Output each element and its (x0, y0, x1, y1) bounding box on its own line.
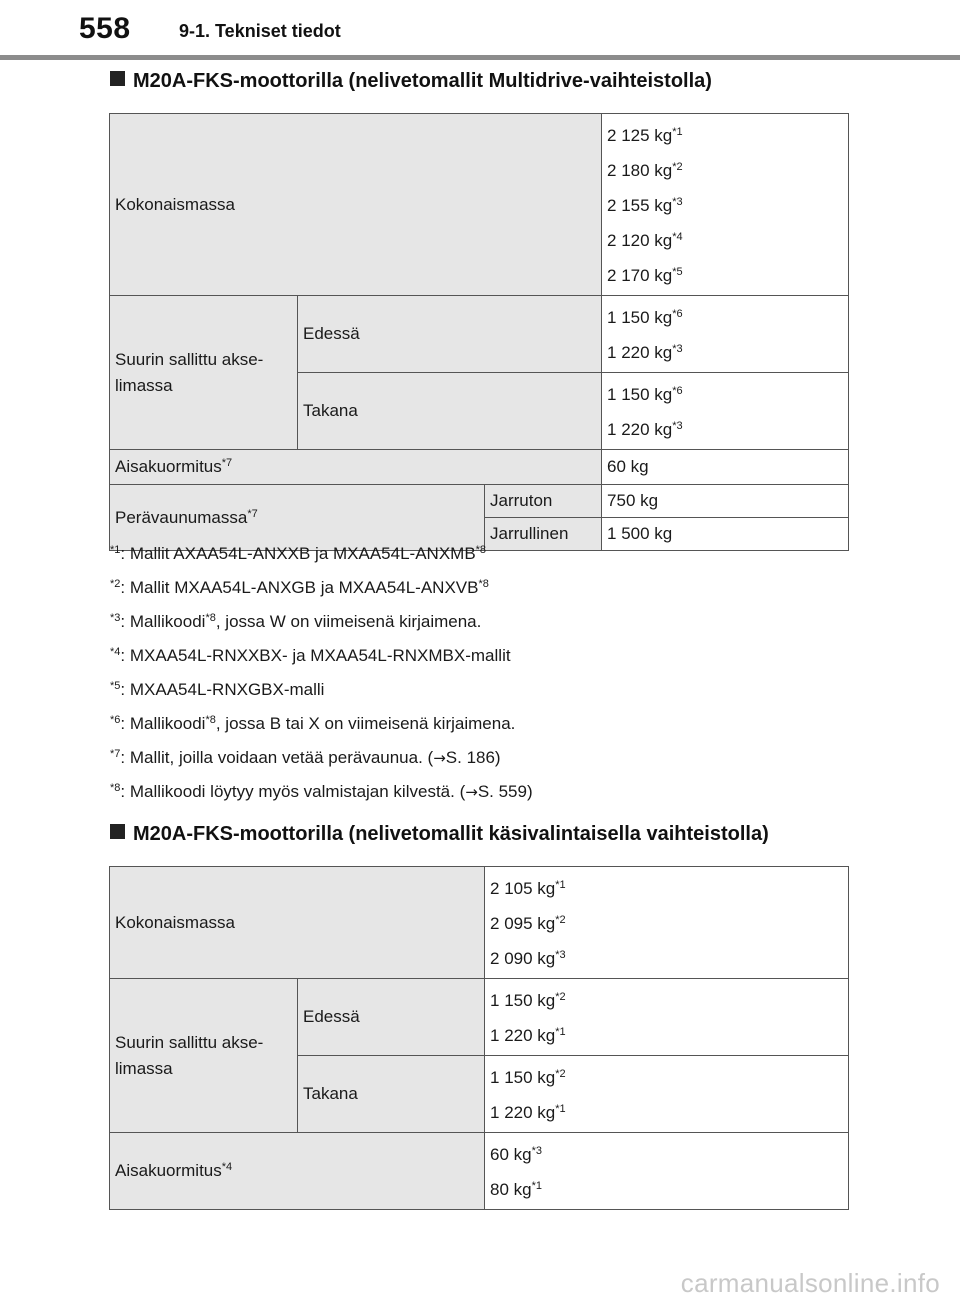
square-bullet-icon (110, 71, 125, 86)
table-row (110, 450, 849, 485)
axle-mass-label: Suurin sallittu akse-limassa (110, 979, 298, 1133)
footnote: $^{*5}$: MXAA54L-RNXGBX-malli (110, 680, 325, 699)
page-header (0, 0, 960, 64)
front-values (602, 296, 849, 373)
rear-values (485, 1056, 849, 1133)
page-number: 558 (79, 12, 131, 45)
value-line: 1 220 $kg^{*3}$ (607, 343, 683, 362)
value-line: 2 090 $kg^{*3}$ (490, 949, 566, 968)
total-mass-values (602, 114, 849, 296)
right-arrow-icon: → (433, 749, 446, 767)
braked-label: Jarrullinen (485, 518, 602, 551)
table-row (110, 867, 849, 979)
square-bullet-icon (110, 824, 125, 839)
footnote: $^{*2}$: Mallit MXAA54L-ANXGB ja MXAA54L-ANXVB$^{*8}$ (110, 578, 489, 597)
watermark: carmanualsonline.info (680, 1268, 940, 1298)
table-row (110, 979, 849, 1056)
section2-heading (110, 823, 769, 846)
value-line: 1 150 $kg^{*6}$ (607, 385, 683, 404)
front-values (485, 979, 849, 1056)
unbraked-label: Jarruton (485, 485, 602, 518)
footnotes (110, 543, 850, 815)
drawbar-values (485, 1133, 849, 1210)
value-line: 60 $kg^{*3}$ (490, 1145, 543, 1164)
value-line: 1 220 $kg^{*1}$ (490, 1026, 566, 1045)
trailer-mass-label: Perävaunumassa$^{*7}$ (110, 485, 485, 551)
braked-value: 1 500 kg (602, 518, 849, 551)
value-line: 1 150 $kg^{*6}$ (607, 308, 683, 327)
footnote: $^{*7}$: Mallit, joilla voidaan vetää perävaunua. (→S. 186) (110, 748, 501, 767)
right-arrow-icon: → (465, 783, 478, 801)
table-row (110, 114, 849, 296)
value-line: 1 150 $kg^{*2}$ (490, 1068, 566, 1087)
section1-weights-table (109, 113, 849, 551)
section1-heading-text: M20A-FKS-moottorilla (nelivetomallit Multidrive-vaihteistolla) (133, 70, 712, 92)
value-line: 2 105 $kg^{*1}$ (490, 879, 566, 898)
page-reference-link[interactable]: S. 559) (477, 782, 533, 801)
footnote: $^{*1}$: Mallit AXAA54L-ANXXB ja MXAA54L-ANXMB$^{*8}$ (110, 544, 487, 563)
header-rule (0, 55, 960, 60)
rear-label: Takana (298, 1056, 485, 1133)
value-line: 2 155 $kg^{*3}$ (607, 196, 683, 215)
footnote: $^{*3}$: Mallikoodi$^{*8}$, jossa W on viimeisenä kirjaimena. (110, 612, 482, 631)
total-mass-label: Kokonaismassa (110, 114, 602, 296)
value-line: 2 120 $kg^{*4}$ (607, 231, 683, 250)
rear-values (602, 373, 849, 450)
footnote: $^{*4}$: MXAA54L-RNXXBX- ja MXAA54L-RNXMBX-mallit (110, 646, 511, 665)
value-line: 80 $kg^{*1}$ (490, 1180, 543, 1199)
section2-weights-table (109, 866, 849, 1210)
unbraked-value: 750 kg (602, 485, 849, 518)
value-line: 1 150 $kg^{*2}$ (490, 991, 566, 1010)
value-line: 2 125 $kg^{*1}$ (607, 126, 683, 145)
value-line: 1 220 $kg^{*1}$ (490, 1103, 566, 1122)
total-mass-values (485, 867, 849, 979)
section1-heading (110, 70, 712, 93)
front-label: Edessä (298, 979, 485, 1056)
table-row (110, 485, 849, 518)
value-line: 1 220 $kg^{*3}$ (607, 420, 683, 439)
value-line: 2 095 $kg^{*2}$ (490, 914, 566, 933)
page-reference-link[interactable]: S. 186) (445, 748, 501, 767)
value-line: 2 170 $kg^{*5}$ (607, 266, 683, 285)
footnote: $^{*8}$: Mallikoodi löytyy myös valmistajan kilvestä. (→S. 559) (110, 782, 533, 801)
chapter-title: 9-1. Tekniset tiedot (179, 21, 341, 41)
footnote: $^{*6}$: Mallikoodi$^{*8}$, jossa B tai X on viimeisenä kirjaimena. (110, 714, 516, 733)
value-line: 2 180 $kg^{*2}$ (607, 161, 683, 180)
table-row (110, 296, 849, 373)
axle-mass-label: Suurin sallittu akse-limassa (110, 296, 298, 450)
drawbar-label: Aisakuormitus$^{*4}$ (110, 1133, 485, 1210)
table-row (110, 1133, 849, 1210)
rear-label: Takana (298, 373, 602, 450)
total-mass-label: Kokonaismassa (110, 867, 485, 979)
front-label: Edessä (298, 296, 602, 373)
drawbar-value: 60 kg (602, 450, 849, 485)
drawbar-label: Aisakuormitus$^{*7}$ (110, 450, 602, 485)
section2-heading-text: M20A-FKS-moottorilla (nelivetomallit käsivalintaisella vaihteistolla) (133, 823, 769, 845)
